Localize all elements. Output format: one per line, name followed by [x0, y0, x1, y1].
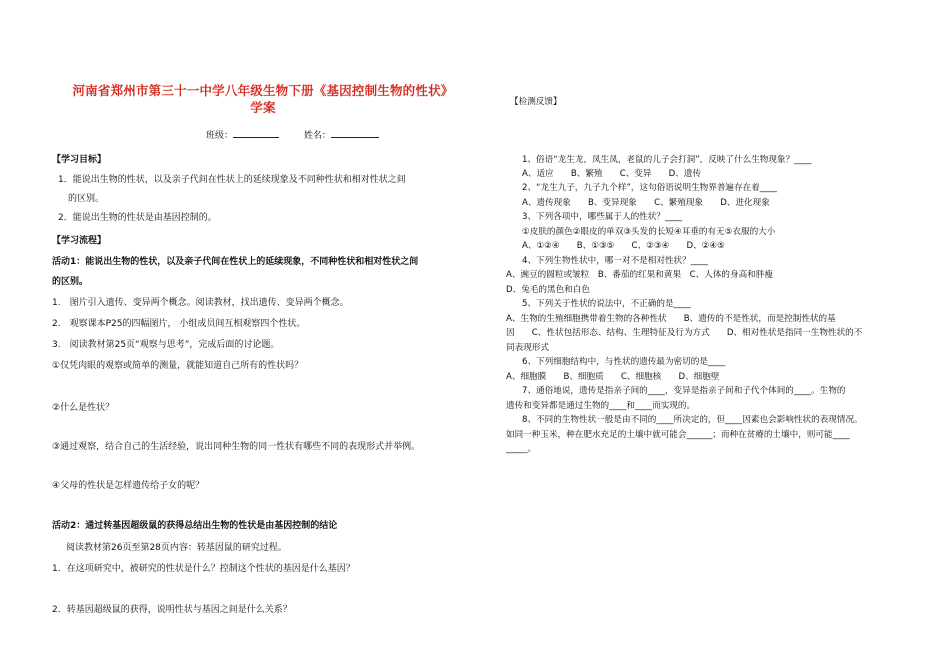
feedback-q5-options-a: A、生物的生殖细胞携带着生物的各种性状 B、遗传的不是性状，而是控制性状的基 — [506, 314, 836, 324]
goal-1b: 的区别。 — [68, 194, 105, 204]
feedback-q2-options: A、遗传现象 B、变异现象 C、繁殖现象 D、进化现象 — [522, 198, 770, 208]
a2-question-2: 2．转基因超级鼠的获得，说明性状与基因之间是什么关系？ — [52, 605, 292, 615]
feedback-q3: 3、下列各项中，哪些属于人的性状？____ — [522, 212, 683, 222]
section-goals: 【学习目标】 — [52, 155, 107, 165]
activity1-a: 活动1：能说出生物的性状，以及亲子代间在性状上的延续现象，不同种性状和相对性状之间 — [52, 257, 419, 267]
feedback-q7b: 遗传和变异都是通过生物的____和____而实现的。 — [506, 401, 696, 411]
feedback-q2: 2、“龙生九子，九子九个样”，这句俗语说明生物界普遍存在着____ — [522, 183, 777, 193]
section-feedback: 【检测反馈】 — [510, 97, 562, 107]
a1-item-3: 3. 阅读教材第25页“观察与思考”，完成后面的讨论题。 — [52, 340, 280, 350]
class-name-line — [206, 128, 379, 142]
feedback-q7a: 7、通俗地说，遗传是指亲子间的____，变异是指亲子间和子代个体间的____。生物的 — [522, 386, 846, 396]
question-1: ①仅凭肉眼的观察或简单的测量，就能知道自己所有的性状吗？ — [52, 361, 304, 371]
name-blank — [331, 128, 379, 138]
a1-item-2: 2. 观察课本P25的四幅图片， 小组成员间互相观察四个性状。 — [52, 319, 306, 329]
feedback-q4-options-b: D、兔毛的黑色和白色 — [506, 285, 590, 295]
activity2-heading: 活动2：通过转基因超级鼠的获得总结出生物的性状是由基因控制的结论 — [52, 521, 338, 531]
feedback-q8c: _____。 — [506, 444, 537, 454]
class-label: 班级： — [206, 131, 234, 141]
feedback-q6-options: A、细胞膜 B、细胞质 C、细胞核 D、细胞壁 — [506, 372, 720, 382]
question-3: ③通过观察，结合自己的生活经验，说出同种生物的同一性状有哪些不同的表现形式并举例。 — [52, 442, 421, 452]
title-line-1: 河南省郑州市第三十一中学八年级生物下册《基因控制生物的性状》 — [72, 83, 454, 98]
question-2: ②什么是性状？ — [52, 403, 115, 413]
feedback-q5-options-b: 因 C、性状包括形态、结构、生理特征及行为方式 D、相对性状是指同一生物性状的不 — [506, 328, 863, 338]
feedback-q1: 1、俗语“龙生龙，凤生凤，老鼠的儿子会打洞”，反映了什么生物现象？____ — [522, 155, 812, 165]
section-process: 【学习流程】 — [52, 236, 107, 246]
feedback-q8b: 如同一种玉米，种在肥水充足的土壤中就可能会______；而种在贫瘠的土壤中，则可能____ — [506, 430, 850, 440]
feedback-q3-options: A、①②④ B、①③⑤ C、②③④ D、②④⑤ — [522, 241, 725, 251]
a2-question-1: 1．在这项研究中，被研究的性状是什么？控制这个性状的基因是什么基因？ — [52, 564, 355, 574]
title-line-2: 学案 — [250, 100, 276, 115]
goal-1a: 1．能说出生物的性状，以及亲子代间在性状上的延续现象及不同种性状和相对性状之间 — [58, 175, 406, 185]
a1-item-1: 1. 图片引入遗传、变异两个概念。阅读教材，找出遗传、变异两个概念。 — [52, 298, 349, 308]
feedback-q5: 5、下列关于性状的说法中，不正确的是____ — [522, 299, 691, 309]
question-4: ④父母的性状是怎样遗传给子女的呢？ — [52, 481, 205, 491]
activity1-b: 的区别。 — [52, 277, 89, 287]
feedback-q6: 6、下列细胞结构中，与性状的遗传最为密切的是____ — [522, 357, 726, 367]
document-title — [48, 82, 478, 116]
a2-read: 阅读教材第26页至第28页内容：转基因鼠的研究过程。 — [66, 543, 287, 553]
feedback-q1-options: A、适应 B、繁殖 C、变异 D、遗传 — [522, 169, 702, 179]
feedback-q4: 4、下列生物性状中，哪一对不是相对性状？____ — [522, 256, 708, 266]
feedback-q4-options-a: A、豌豆的圆粒或皱粒 B、番茄的红果和黄果 C、人体的身高和胖瘦 — [506, 270, 773, 280]
feedback-q3-items: ①皮肤的颜色②眼皮的单双③头发的长短④耳垂的有无⑤衣服的大小 — [522, 227, 776, 237]
goal-2: 2．能说出生物的性状是由基因控制的。 — [58, 213, 217, 223]
feedback-q5-options-c: 同表现形式 — [506, 343, 549, 353]
name-label: 姓名： — [303, 131, 331, 141]
feedback-q8a: 8、不同的生物性状一般是由不同的____所决定的，但____因素也会影响性状的表现情况。 — [522, 415, 863, 425]
class-blank — [233, 128, 279, 138]
